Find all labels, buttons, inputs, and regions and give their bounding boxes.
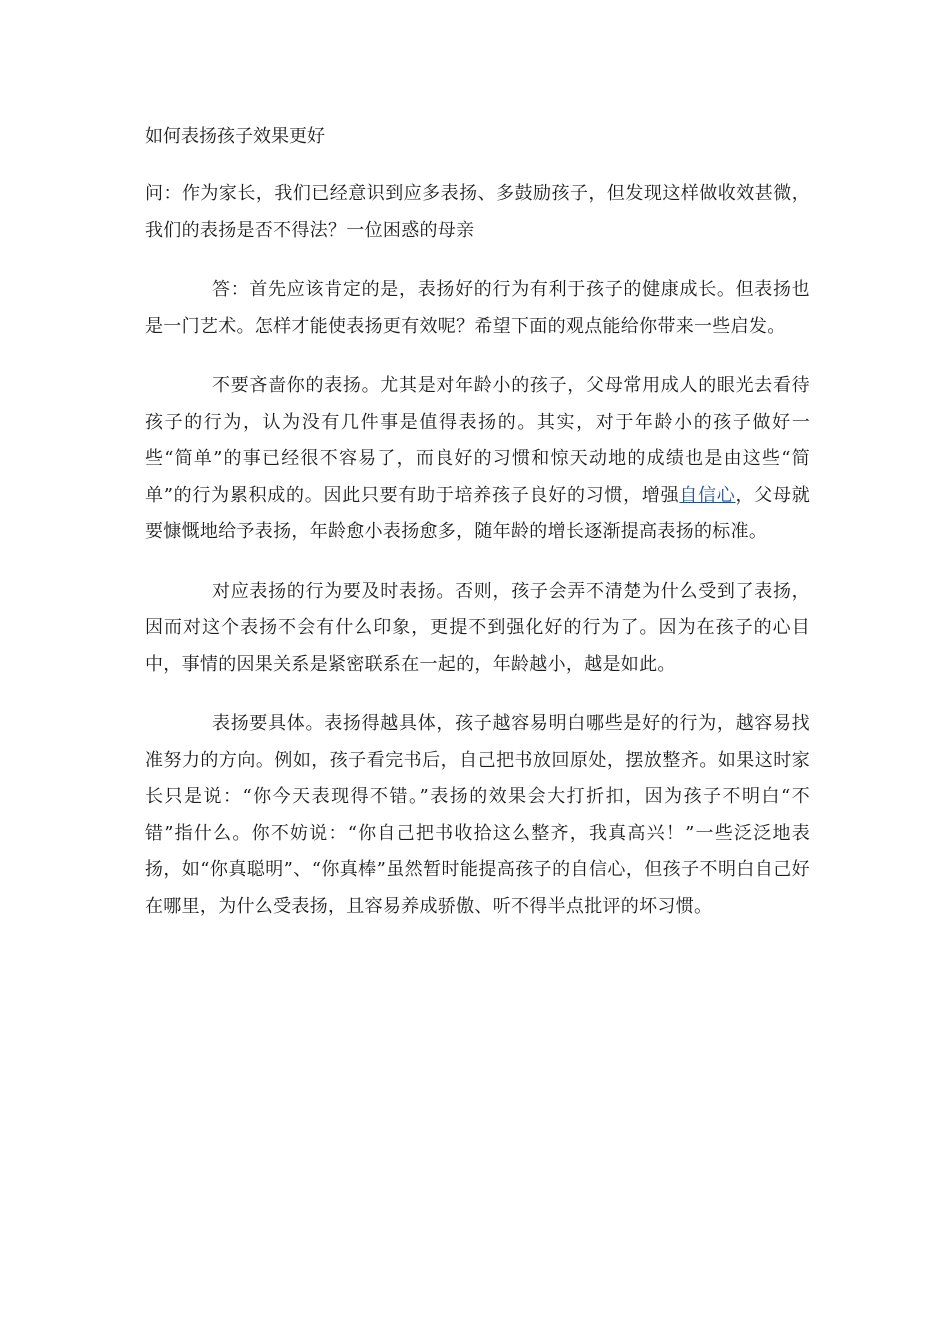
document-title: 如何表扬孩子效果更好 [145, 126, 325, 147]
point1-text-before-link: 不要吝啬你的表扬。尤其是对年龄小的孩子，父母常用成人的眼光去看待孩子的行为，认为没有几件事是值得表扬的。其实，对于年龄小的孩子做好一些“简单”的事已经很不容易了，而良好的习惯和惊天动地的成绩也是由这些“简单”的行为累积成的。因此只要有助于培养孩子良好的习惯，增强 [145, 375, 810, 506]
question-paragraph: 问：作为家长，我们已经意识到应多表扬、多鼓励孩子，但发现这样做收效甚微，我们的表扬是否不得法？一位困惑的母亲 [145, 183, 810, 241]
point1-paragraph [145, 368, 810, 551]
document-page [145, 118, 810, 948]
point2-paragraph: 对应表扬的行为要及时表扬。否则，孩子会弄不清楚为什么受到了表扬，因而对这个表扬不会有什么印象，更提不到强化好的行为了。因为在孩子的心目中，事情的因果关系是紧密联系在一起的，年龄越小，越是如此。 [145, 580, 810, 675]
self-confidence-link[interactable]: 自信心 [679, 484, 736, 506]
point3-paragraph: 表扬要具体。表扬得越具体，孩子越容易明白哪些是好的行为，越容易找准努力的方向。例如，孩子看完书后，自己把书放回原处，摆放整齐。如果这时家长只是说：“你今天表现得不错。”表扬的效果会大打折扣，因为孩子不明白“不错”指什么。你不妨说：“你自己把书收拾这么整齐，我真高兴！”一些泛泛地表扬，如“你真聪明”、“你真棒”虽然暂时能提高孩子的自信心，但孩子不明白自己好在哪里，为什么受表扬，且容易养成骄傲、听不得半点批评的坏习惯。 [145, 713, 810, 917]
answer-intro-paragraph: 答：首先应该肯定的是，表扬好的行为有利于孩子的健康成长。但表扬也是一门艺术。怎样才能使表扬更有效呢？希望下面的观点能给你带来一些启发。 [145, 279, 810, 337]
point1-text-after-link: ，父母就要慷慨地给予表扬，年龄愈小表扬愈多，随年龄的增长逐渐提高表扬的标准。 [145, 484, 810, 542]
